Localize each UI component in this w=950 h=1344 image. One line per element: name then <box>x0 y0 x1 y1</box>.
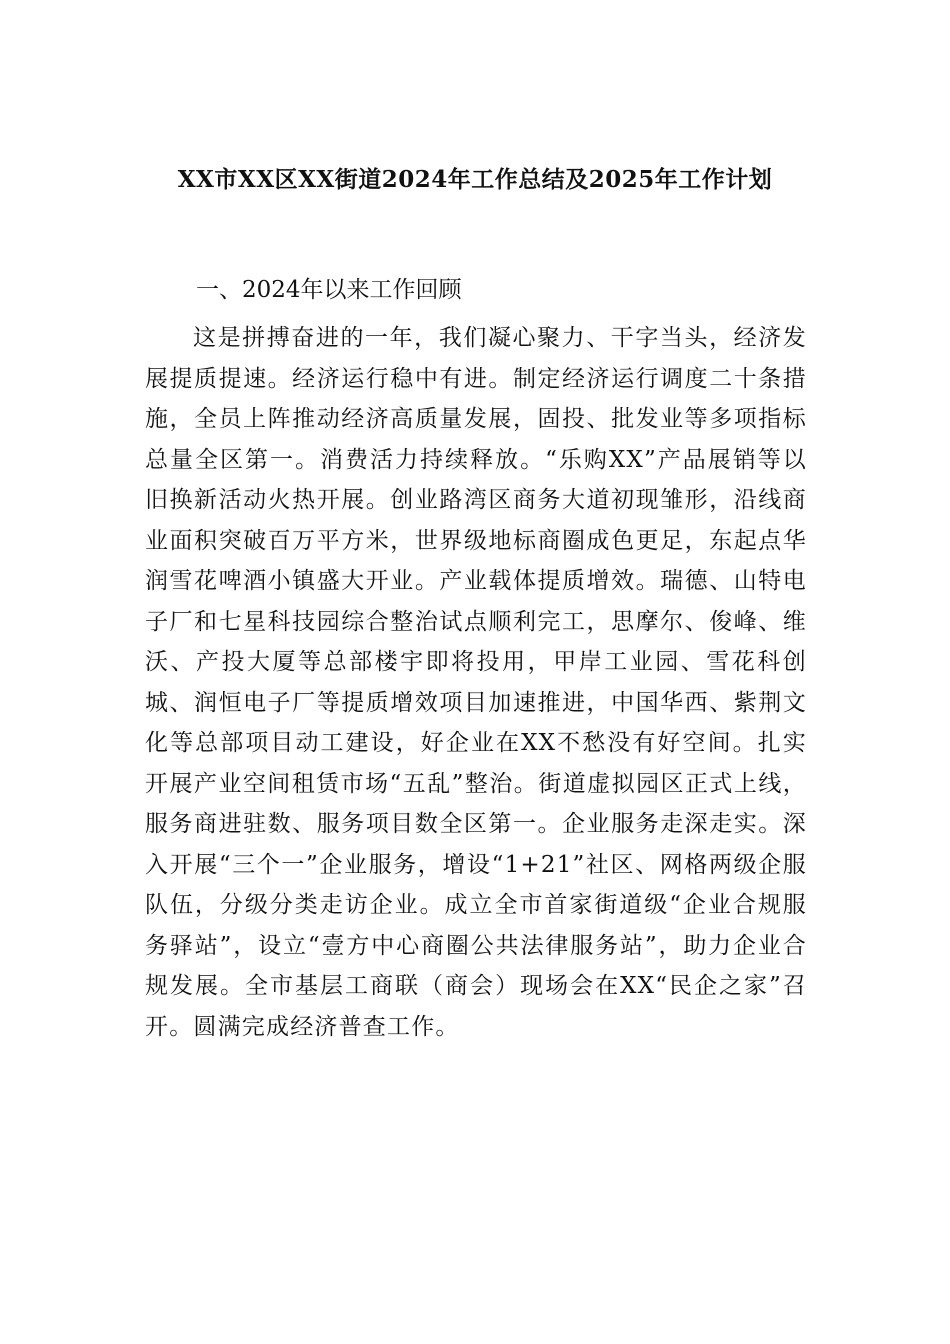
document-title: XX市XX区XX街道2024年工作总结及2025年工作计划 <box>177 166 773 193</box>
section-heading: 一、2024年以来工作回顾 <box>196 277 462 303</box>
body-paragraph: 这是拼搏奋进的一年，我们凝心聚力、干字当头，经济发展提质提速。经济运行稳中有进。制定经济运行调度二十条措施，全员上阵推动经济高质量发展，固投、批发业等多项指标总量全区第一。消费活力持续释放。“乐购XX”产品展销等以旧换新活动火热开展。创业路湾区商务大道初现雏形，沿线商业面积突破百万平方米，世界级地标商圈成色更足，东起点华润雪花啤酒小镇盛大开业。产业载体提质增效。瑞德、山特电子厂和七星科技园综合整治试点顺利完工，思摩尔、俊峰、维沃、产投大厦等总部楼宇即将投用，甲岸工业园、雪花科创城、润恒电子厂等提质增效项目加速推进，中国华西、紫荆文化等总部项目动工建设，好企业在XX不愁没有好空间。扎实开展产业空间租赁市场“五乱”整治。街道虚拟园区正式上线，服务商进驻数、服务项目数全区第一。企业服务走深走实。深入开展“三个一”企业服务，增设“1+21”社区、网格两级企服队伍，分级分类走访企业。成立全市首家街道级“企业合规服务驿站”，设立“壹方中心商圈公共法律服务站”，助力企业合规发展。全市基层工商联（商会）现场会在XX“民企之家”召开。圆满完成经济普查工作。 <box>145 325 807 1040</box>
